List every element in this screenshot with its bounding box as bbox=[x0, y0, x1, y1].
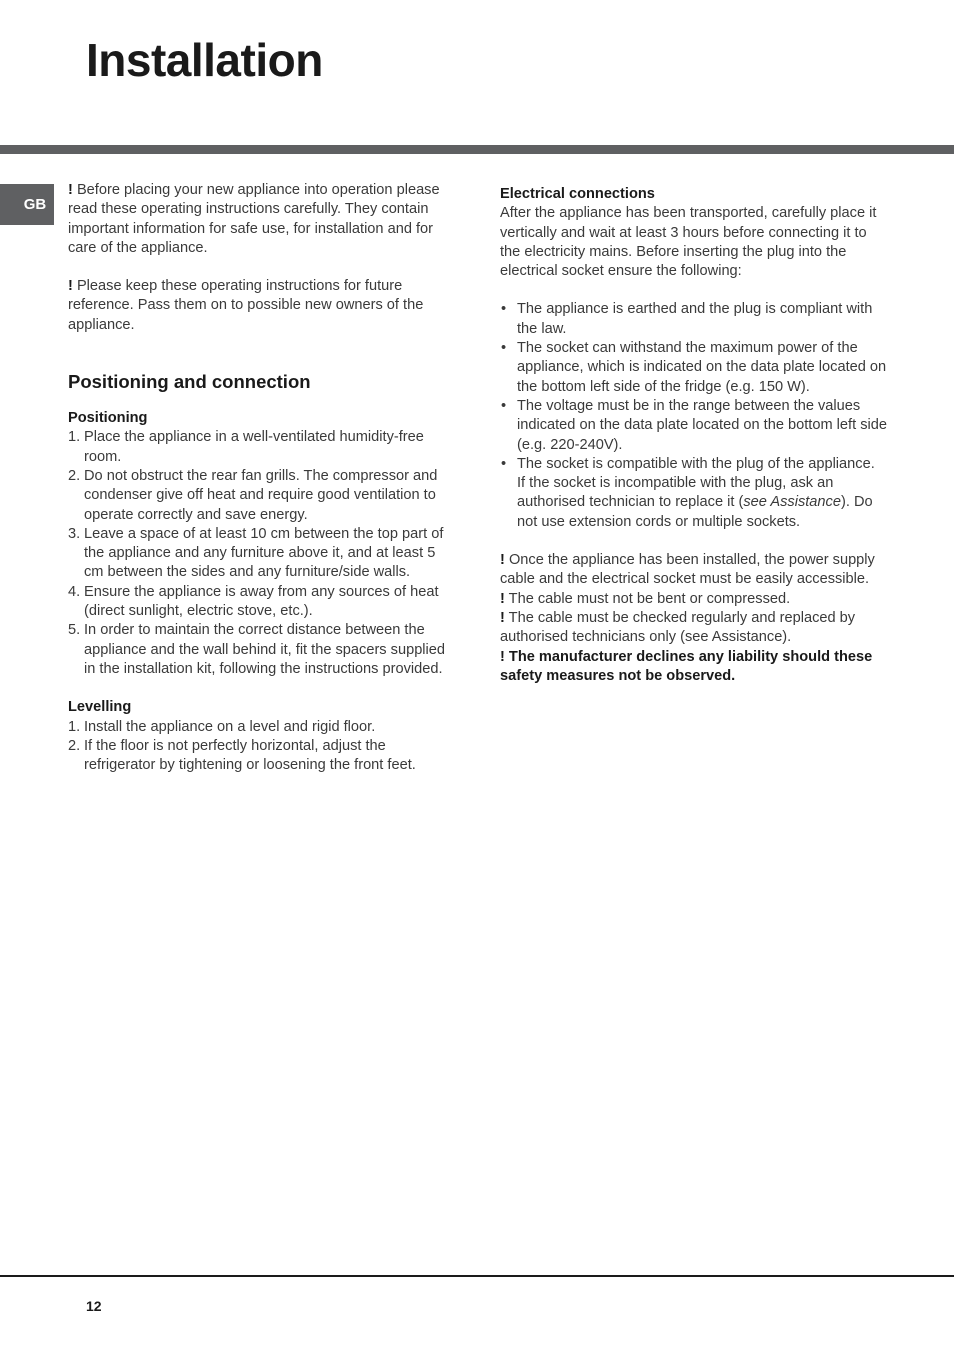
liability-warning: ! The manufacturer declines any liability should these safety measures not be observed. bbox=[500, 648, 873, 684]
electrical-checklist bbox=[500, 300, 888, 532]
positioning-list bbox=[68, 428, 456, 679]
list-item: 1. Place the appliance in a well-ventilated humidity-free room. bbox=[68, 429, 424, 465]
subheading-positioning: Positioning bbox=[68, 410, 148, 427]
warning-paragraph: ! The cable must not be bent or compressed. bbox=[500, 590, 791, 607]
warning-paragraph: ! Once the appliance has been installed, the power supply cable and the electrical socket must be easily accessible. bbox=[500, 552, 875, 588]
list-item: 4. Ensure the appliance is away from any sources of heat (direct sunlight, electric stove, etc.). bbox=[68, 583, 439, 620]
warning-paragraph: ! The cable must be checked regularly and replaced by authorised technicians only (see Assistance). bbox=[500, 609, 856, 646]
warning-mark: ! bbox=[68, 182, 73, 198]
intro-paragraph-2: ! Please keep these operating instructions for future reference. Pass them on to possible new owners of the appliance. bbox=[68, 278, 424, 333]
list-item: 3. Leave a space of at least 10 cm between the top part of the appliance and any furniture above it, and at least 5 cm between the sides and any furniture/side walls. bbox=[68, 525, 444, 581]
right-column bbox=[500, 181, 888, 686]
list-item: 1. Install the appliance on a level and rigid floor. bbox=[68, 718, 376, 735]
left-column bbox=[68, 181, 456, 775]
levelling-list bbox=[68, 718, 456, 776]
intro-paragraph-1: ! Before placing your new appliance into operation please read these operating instructions carefully. They contain important information for safe use, for installation and for care of the appliance. bbox=[68, 182, 440, 256]
warning-mark: ! bbox=[68, 278, 73, 295]
subheading-levelling: Levelling bbox=[68, 699, 132, 716]
footer-divider-line bbox=[0, 1275, 954, 1277]
list-item: • The socket can withstand the maximum power of the appliance, which is indicated on the data plate located on the bottom left side of the fridge (e.g. 150 W). bbox=[500, 339, 888, 397]
section-heading-positioning-connection: Positioning and connection bbox=[68, 371, 311, 393]
list-item: 2. Do not obstruct the rear fan grills. The compressor and condenser give off heat and require good ventilation to operate correctly and save energy. bbox=[68, 467, 438, 523]
list-item: • The socket is compatible with the plug of the appliance. If the socket is incompatible with the plug, ask an authorised technician to replace it (see Assistance). Do not use extension cords or multiple sockets. bbox=[500, 455, 888, 532]
list-item: 2. If the floor is not perfectly horizontal, adjust the refrigerator by tightening or loosening the front feet. bbox=[68, 737, 416, 774]
list-item: 5. In order to maintain the correct distance between the appliance and the wall behind it, fit the spacers supplied in the installation kit, following the instructions provided. bbox=[68, 622, 446, 677]
language-tab: GB bbox=[0, 184, 54, 225]
list-item: • The voltage must be in the range between the values indicated on the data plate located on the bottom left side (e.g. 220-240V). bbox=[500, 397, 888, 455]
page-number: 12 bbox=[86, 1298, 102, 1314]
electrical-intro: After the appliance has been transported, carefully place it vertically and wait at least 3 hours before connecting it to the electricity mains. Before inserting the plug into the electrical socket ensure the following: bbox=[500, 205, 877, 280]
page-title: Installation bbox=[86, 34, 323, 86]
header-divider-bar bbox=[0, 145, 954, 154]
subheading-electrical-connections: Electrical connections bbox=[500, 186, 655, 202]
list-item: • The appliance is earthed and the plug is compliant with the law. bbox=[500, 300, 888, 339]
